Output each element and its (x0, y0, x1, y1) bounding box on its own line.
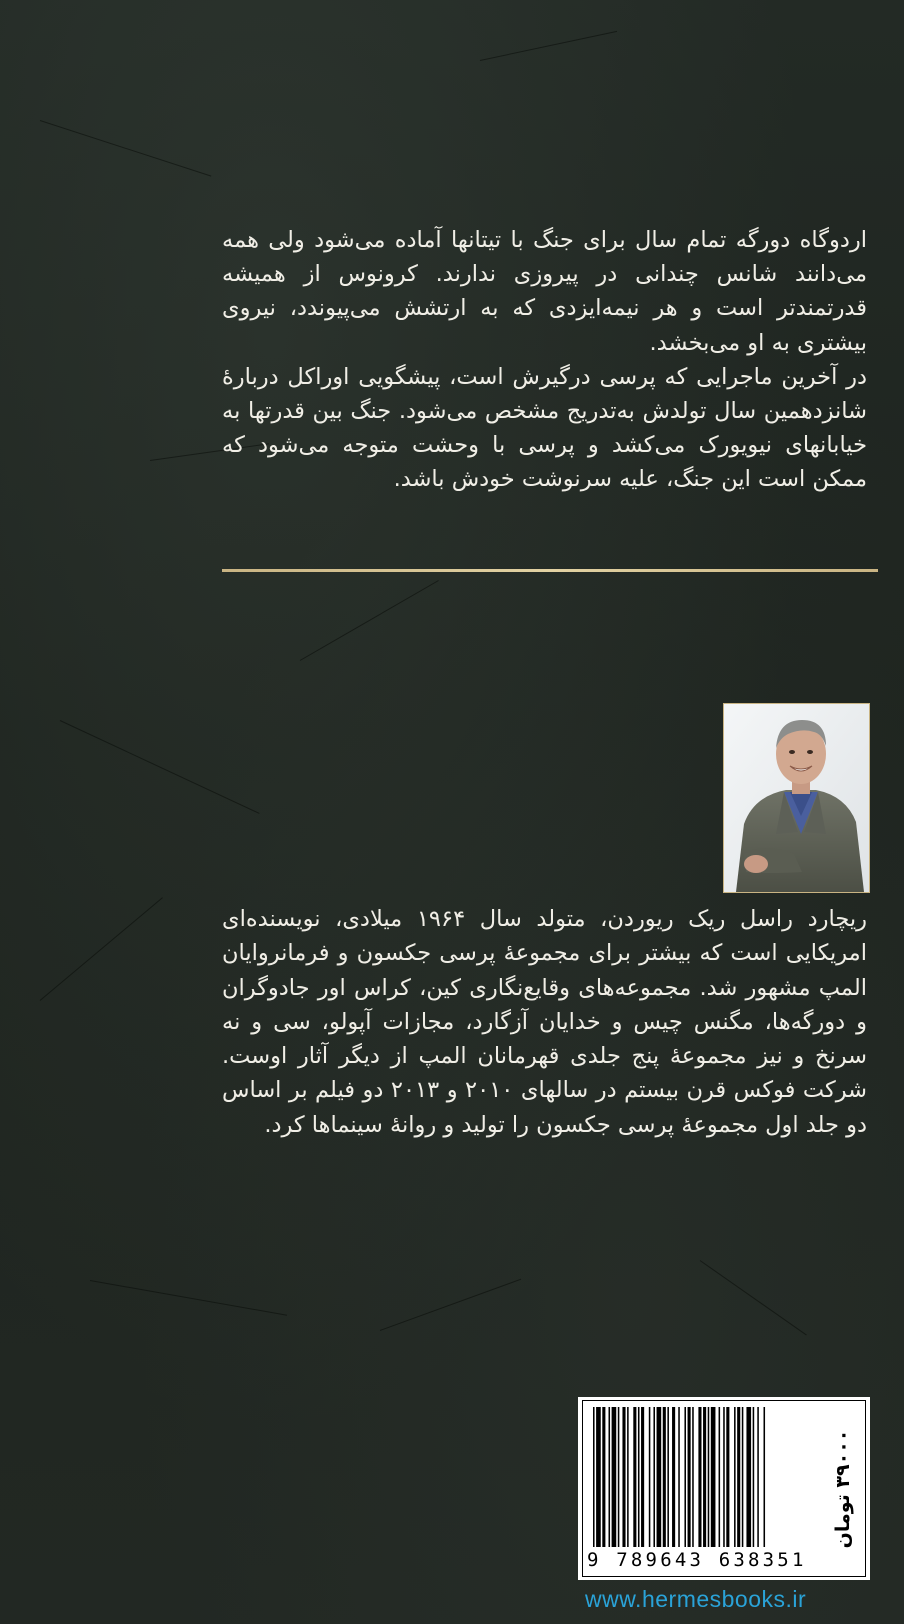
barcode-frame (582, 1400, 866, 1577)
barcode-bar (753, 1407, 755, 1547)
divider-rule (222, 569, 878, 572)
synopsis-paragraph: اردوگاه دورگه تمام سال برای جنگ با تیتانها آماده می‌شود ولی همه می‌دانند شانس چندانی در پیروزی ندارند. کرونوس از همیشه قدرتمندتر است و هر نیمه‌ایزدی که به ارتشش می‌پیوندد، نیروی بیشتری به او می‌بخشد. (222, 227, 867, 356)
barcode-bar (641, 1407, 644, 1547)
barcode-bar (602, 1407, 605, 1547)
paper-texture (40, 120, 211, 177)
barcode-bar (723, 1407, 725, 1547)
synopsis (222, 223, 867, 497)
barcode-bar (667, 1407, 669, 1547)
barcode-bar (622, 1407, 625, 1547)
barcode-bar (711, 1407, 716, 1547)
paper-texture (90, 1280, 287, 1316)
barcode-bar (757, 1407, 759, 1547)
author-bio-paragraph: ریچارد راسل ریک ریوردن، متولد سال ۱۹۶۴ میلادی، نویسنده‌ای امریکایی است که بیشتر برای مجموعۀ پرسی جکسون و فرمانروایان المپ مشهور شد. مجموعه‌های وقایع‌نگاری کین، کراس اور جادوگران و دورگه‌ها، مگنس چیس و خدایان آزگارد، مجازات آپولو، سی و نه سرنخ و نیز مجموعۀ پنج جلدی قهرمانان المپ از دیگر آثار اوست. شرکت فوکس قرن بیستم در سالهای ۲۰۱۰ و ۲۰۱۳ دو فیلم بر اساس دو جلد اول مجموعۀ پرسی جکسون را تولید و روانۀ سینماها کرد. (222, 906, 868, 1138)
barcode-bar (638, 1407, 640, 1547)
author-portrait-illustration (724, 704, 869, 892)
barcode-bar (663, 1407, 666, 1547)
author-photo (723, 703, 870, 893)
barcode-bar (618, 1407, 620, 1547)
barcode-bar (734, 1407, 736, 1547)
barcode-bar (672, 1407, 675, 1547)
barcode-bar (684, 1407, 686, 1547)
barcode-bar (657, 1407, 662, 1547)
paper-texture (60, 720, 260, 814)
barcode-bar (688, 1407, 691, 1547)
barcode-bar (627, 1407, 629, 1547)
barcode-bar (593, 1407, 595, 1547)
barcode-bar (596, 1407, 601, 1547)
barcode-bar (764, 1407, 766, 1547)
paper-texture (40, 897, 163, 1001)
price-label (823, 1405, 863, 1573)
barcode-bar (678, 1407, 680, 1547)
barcode-bar (609, 1407, 611, 1547)
barcode-bar (742, 1407, 744, 1547)
paper-texture (700, 1260, 807, 1335)
barcode-bar (726, 1407, 729, 1547)
barcode-bar (612, 1407, 617, 1547)
paper-texture (380, 1279, 521, 1331)
author-bio (222, 902, 867, 1142)
barcode-bar (692, 1407, 694, 1547)
synopsis-paragraph: در آخرین ماجرایی که پرسی درگیرش است، پیشگویی اوراکل دربارۀ شانزدهمین سال تولدش به‌تدریج مشخص می‌شود. جنگ بین قدرتها به خیابانهای نیویورک می‌کشد و پرسی با وحشت متوجه می‌شود که ممکن است این جنگ، علیه سرنوشت خودش باشد. (222, 363, 867, 493)
barcode-bar (746, 1407, 751, 1547)
barcode-bar (719, 1407, 721, 1547)
barcode-bar (653, 1407, 655, 1547)
barcode-bar (737, 1407, 740, 1547)
isbn-barcode (587, 1403, 823, 1549)
barcode-bar (703, 1407, 706, 1547)
price-text: ۳۹۰۰۰ تومان (832, 1429, 854, 1549)
isbn-number: 9 789643 638351 (587, 1549, 807, 1571)
paper-texture (480, 31, 617, 61)
paper-texture (300, 580, 439, 661)
barcode-bar (698, 1407, 701, 1547)
barcode-bar (633, 1407, 636, 1547)
publisher-website[interactable]: www.hermesbooks.ir (585, 1586, 807, 1612)
barcode-bar (649, 1407, 651, 1547)
barcode-bar (708, 1407, 710, 1547)
barcode-label (578, 1397, 870, 1580)
